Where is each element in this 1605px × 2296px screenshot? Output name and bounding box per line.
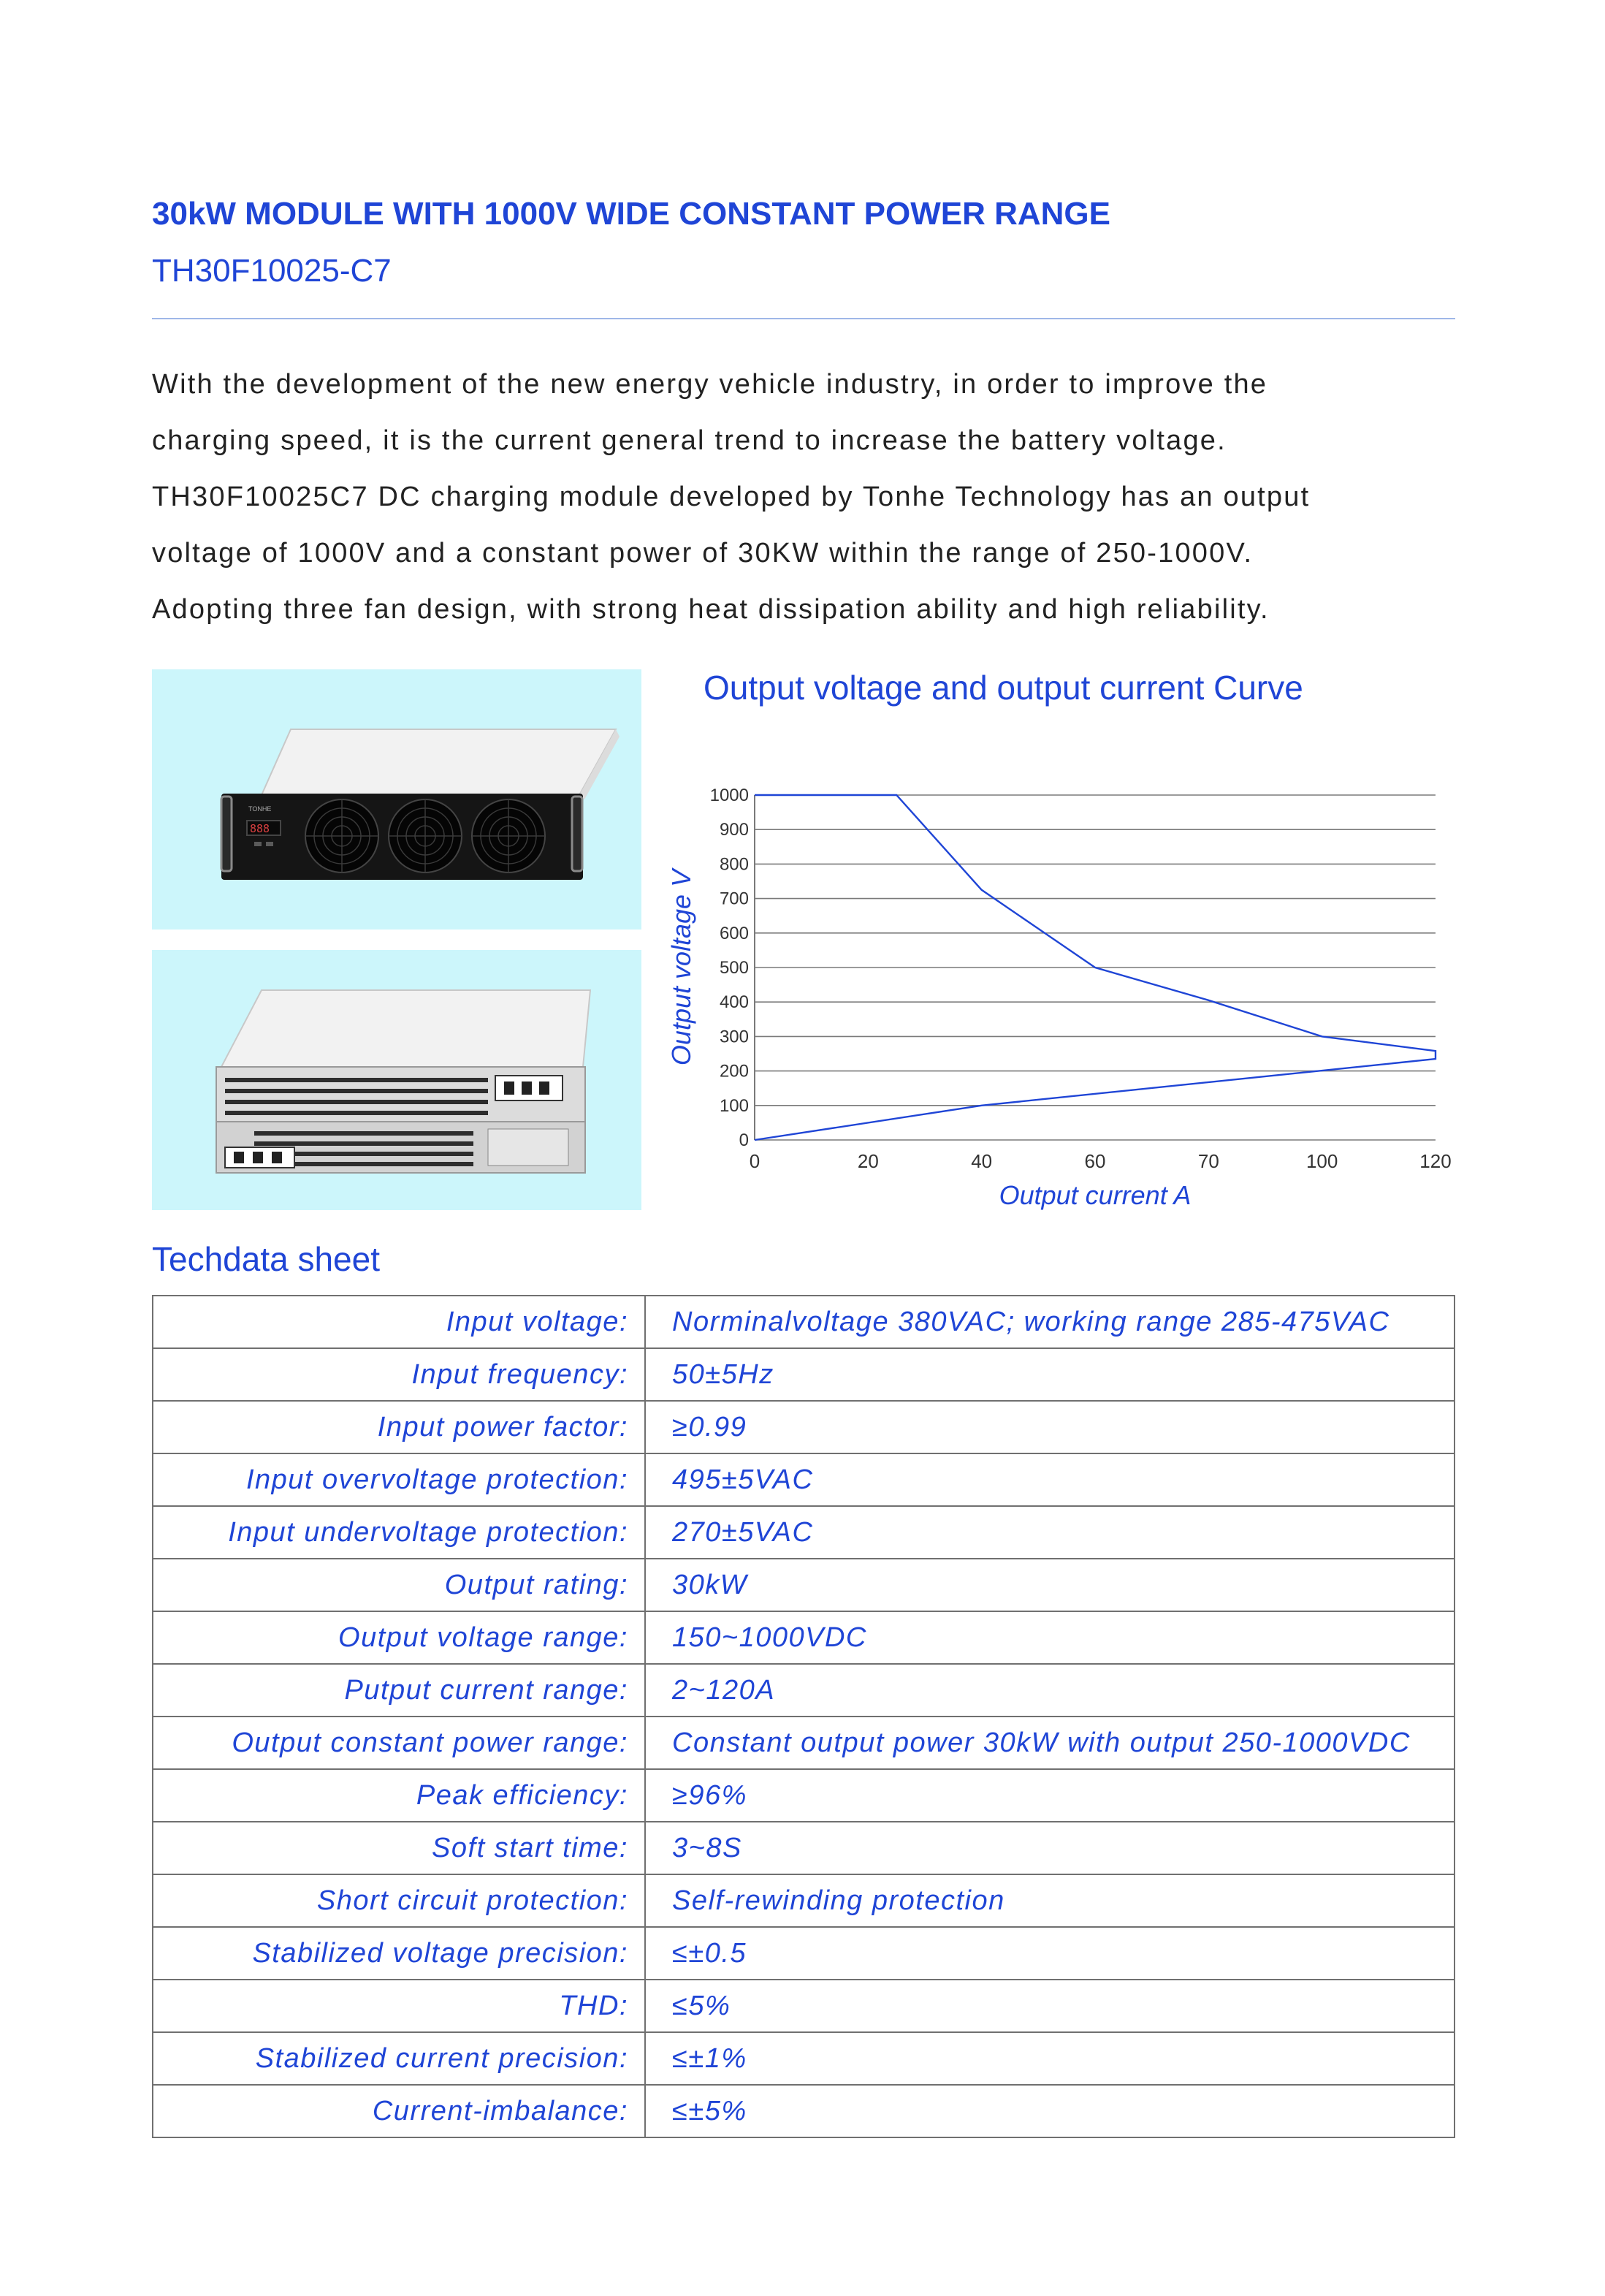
y-tick-label: 200 (719, 1061, 749, 1082)
front-display-digits: 888 (250, 822, 270, 835)
model-number: TH30F10025-C7 (152, 253, 392, 289)
x-tick-label: 40 (971, 1150, 993, 1172)
spec-value: 495±5VAC (645, 1453, 1455, 1506)
spec-row (153, 2085, 1455, 2137)
spec-label: Input power factor: (153, 1401, 645, 1453)
x-tick-label: 60 (1084, 1150, 1106, 1172)
spec-label: Peak efficiency: (153, 1769, 645, 1822)
spec-row (153, 1980, 1455, 2032)
spec-row (153, 1927, 1455, 1980)
x-tick-labels (750, 1150, 1452, 1172)
y-tick-label: 1000 (709, 786, 749, 805)
spec-value: ≥96% (645, 1769, 1455, 1822)
spec-value: 3~8S (645, 1822, 1455, 1874)
techdata-title: Techdata sheet (152, 1240, 381, 1278)
chart-title: Output voltage and output current Curve (704, 669, 1303, 707)
y-tick-label: 900 (719, 820, 749, 840)
spec-row (153, 1296, 1455, 1348)
intro-line: With the development of the new energy vehicle industry, in order to improve the (152, 369, 1268, 400)
x-tick-label: 120 (1419, 1150, 1452, 1172)
x-tick-label: 20 (857, 1150, 879, 1172)
spec-label: Putput current range: (153, 1664, 645, 1717)
spec-value: 150~1000VDC (645, 1611, 1455, 1664)
y-tick-label: 300 (719, 1027, 749, 1047)
spec-row (153, 1611, 1455, 1664)
front-logo-text: TONHE (248, 805, 272, 813)
spec-value: ≥0.99 (645, 1401, 1455, 1453)
spec-row (153, 1874, 1455, 1927)
spec-label: Soft start time: (153, 1822, 645, 1874)
techdata-table (152, 1295, 1455, 2138)
intro-paragraph (152, 357, 1467, 638)
intro-line: charging speed, it is the current general trend to increase the battery voltage. (152, 425, 1227, 456)
charging-module-rear-image (152, 950, 641, 1210)
intro-line: Adopting three fan design, with strong heat dissipation ability and high reliability. (152, 594, 1270, 625)
x-tick-label: 100 (1305, 1150, 1338, 1172)
y-tick-label: 400 (719, 992, 749, 1013)
spec-value: Constant output power 30kW with output 250-1000VDC (645, 1717, 1455, 1769)
y-axis-label: Output voltage V (666, 869, 696, 1066)
intro-line: voltage of 1000V and a constant power of 30KW within the range of 250-1000V. (152, 538, 1254, 569)
y-tick-labels (710, 786, 749, 1150)
spec-row (153, 1664, 1455, 1717)
spec-value: 30kW (645, 1559, 1455, 1611)
intro-line: TH30F10025C7 DC charging module developed by Tonhe Technology has an output (152, 482, 1311, 512)
spec-label: Output voltage range: (153, 1611, 645, 1664)
spec-row (153, 1506, 1455, 1559)
spec-value: ≤±1% (645, 2032, 1455, 2085)
spec-label: Input voltage: (153, 1296, 645, 1348)
page-title: 30kW MODULE WITH 1000V WIDE CONSTANT POWER RANGE (152, 196, 1110, 232)
spec-label: Output constant power range: (153, 1717, 645, 1769)
product-photo-front (152, 669, 641, 930)
y-tick-label: 700 (719, 889, 749, 909)
voltage-current-curve-chart (657, 775, 1468, 1228)
x-tick-label: 0 (749, 1150, 760, 1172)
charging-module-front-image (152, 669, 641, 930)
spec-label: Current-imbalance: (153, 2085, 645, 2137)
product-photo-rear (152, 950, 641, 1210)
spec-label: THD: (153, 1980, 645, 2032)
spec-row (153, 1401, 1455, 1453)
y-tick-label: 100 (719, 1095, 749, 1116)
header-divider (152, 318, 1455, 319)
spec-row (153, 2032, 1455, 2085)
spec-row (153, 1453, 1455, 1506)
spec-value: 2~120A (645, 1664, 1455, 1717)
spec-label: Stabilized current precision: (153, 2032, 645, 2085)
spec-value: ≤5% (645, 1980, 1455, 2032)
spec-value: Self-rewinding protection (645, 1874, 1455, 1927)
spec-row (153, 1717, 1455, 1769)
x-axis-label: Output current A (999, 1180, 1192, 1210)
spec-value: Norminalvoltage 380VAC; working range 285-475VAC (645, 1296, 1455, 1348)
spec-label: Input frequency: (153, 1348, 645, 1401)
spec-value: ≤±0.5 (645, 1927, 1455, 1980)
spec-label: Short circuit protection: (153, 1874, 645, 1927)
spec-row (153, 1822, 1455, 1874)
spec-label: Input overvoltage protection: (153, 1453, 645, 1506)
spec-value: 270±5VAC (645, 1506, 1455, 1559)
x-tick-label: 70 (1197, 1150, 1219, 1172)
y-tick-label: 600 (719, 923, 749, 943)
spec-row (153, 1348, 1455, 1401)
spec-label: Output rating: (153, 1559, 645, 1611)
spec-row (153, 1769, 1455, 1822)
y-tick-label: 800 (719, 854, 749, 875)
y-tick-label: 0 (739, 1130, 749, 1150)
spec-value: 50±5Hz (645, 1348, 1455, 1401)
spec-label: Stabilized voltage precision: (153, 1927, 645, 1980)
spec-label: Input undervoltage protection: (153, 1506, 645, 1559)
spec-row (153, 1559, 1455, 1611)
spec-value: ≤±5% (645, 2085, 1455, 2137)
y-tick-label: 500 (719, 958, 749, 978)
